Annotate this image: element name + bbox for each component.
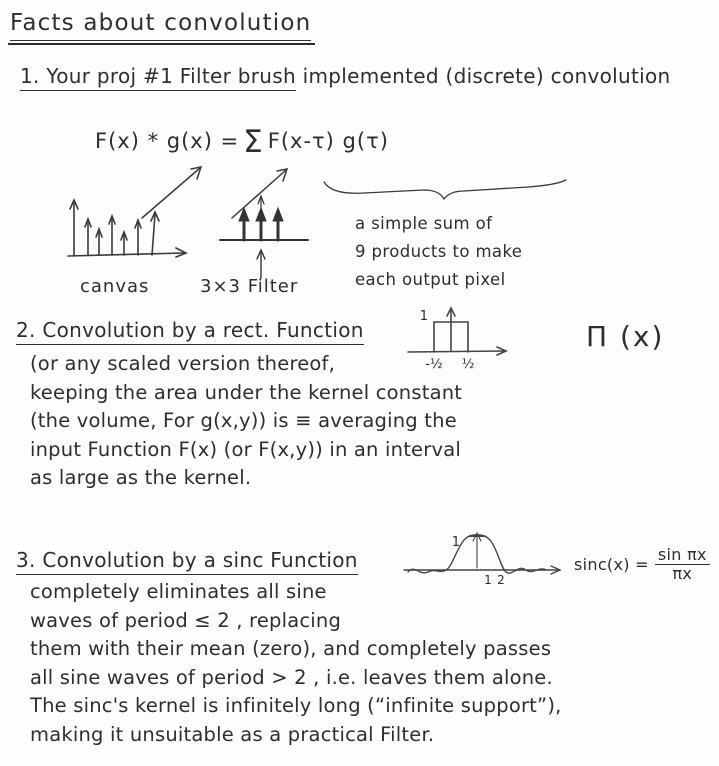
- body-line: keeping the area under the kernel constant: [30, 380, 463, 404]
- item3-heading-text: 3. Convolution by a sinc Function: [16, 548, 358, 575]
- sinc-x2-label: 2: [497, 573, 505, 587]
- sinc-peak-label: 1: [451, 535, 460, 550]
- item3-heading: [16, 548, 358, 572]
- rect-xmax-label: ½: [461, 357, 475, 372]
- body-line: as large as the kernel.: [30, 466, 252, 489]
- sinc-formula-denominator: πx: [672, 564, 693, 584]
- rect-xmin-label: -½: [425, 357, 443, 372]
- body-line: (the volume, For g(x,y)) is ≡ averaging the: [30, 409, 457, 432]
- rect-function-symbol: Π (x): [586, 320, 665, 353]
- annotation-block: [355, 210, 522, 294]
- body-line: input Function F(x) (or F(x,y)) in an interval: [30, 437, 461, 461]
- sinc-x1-label: 1: [484, 573, 492, 587]
- body-line: The sinc's kernel is infinitely long (“infinite support”),: [30, 694, 562, 717]
- filter-label: 3×3 Filter: [200, 276, 299, 297]
- sinc-formula: [574, 546, 710, 584]
- sinc-formula-lhs: sinc(x) =: [574, 555, 649, 575]
- item2-heading-text: 2. Convolution by a rect. Function: [16, 318, 364, 345]
- canvas-label: canvas: [80, 276, 150, 297]
- annotation-line: each output pixel: [355, 270, 506, 289]
- canvas-impulse-diagram: [62, 194, 196, 274]
- formula-rhs: F(x-τ) g(τ): [267, 129, 389, 153]
- body-line: all sine waves of period > 2 , i.e. leaves them alone.: [30, 665, 553, 689]
- annotation-line: 9 products to make: [355, 242, 523, 261]
- body-line: waves of period ≤ 2 , replacing: [30, 608, 342, 632]
- item1-heading-underlined: 1. Your proj #1 Filter brush: [20, 64, 296, 91]
- formula-lhs: F(x) * g(x) =: [95, 129, 240, 153]
- sinc-formula-numerator: sin πx: [655, 546, 710, 565]
- item1-heading: [20, 64, 670, 88]
- rect-peak-label: 1: [419, 309, 428, 324]
- item3-body: [30, 578, 562, 749]
- sigma-symbol: Σ: [243, 124, 264, 160]
- body-line: them with their mean (zero), and completely passes: [30, 637, 552, 660]
- page-title: Facts about convolution: [10, 10, 311, 41]
- convolution-formula: [95, 124, 389, 160]
- item2-heading: [16, 318, 364, 342]
- body-line: making it unsuitable as a practical Filter.: [30, 722, 435, 746]
- body-line: (or any scaled version thereof,: [30, 352, 336, 375]
- item2-body: [30, 350, 462, 493]
- filter-kernel-diagram: [212, 192, 316, 284]
- item1-heading-rest: implemented (discrete) convolution: [302, 64, 671, 88]
- underbrace-sketch: [320, 178, 570, 206]
- body-line: completely eliminates all sine: [30, 580, 327, 603]
- annotation-line: a simple sum of: [355, 214, 493, 233]
- sinc-formula-fraction: [655, 546, 710, 584]
